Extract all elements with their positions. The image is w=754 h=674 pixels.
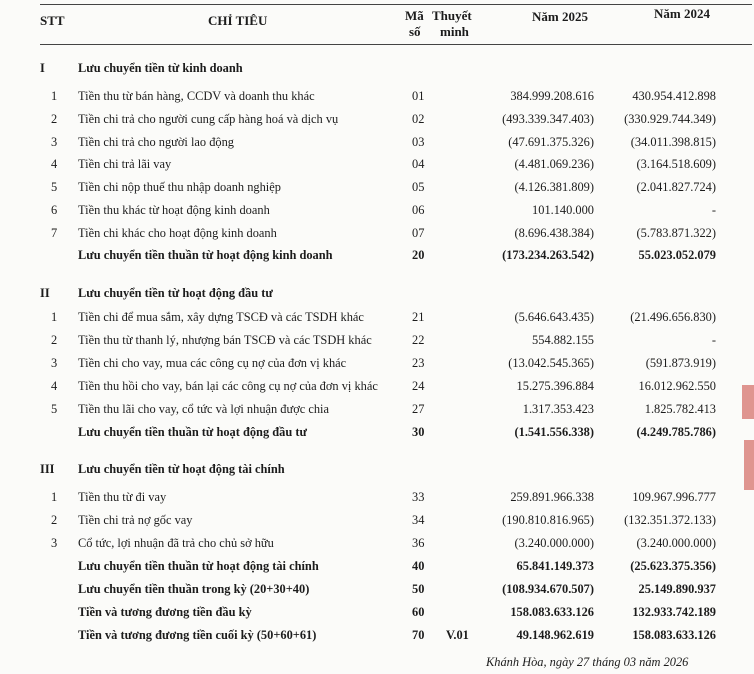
table-row [0,375,754,397]
header-bottom-rule [40,44,752,45]
row-code: 40 [412,559,425,573]
row-label: Lưu chuyển tiền từ kinh doanh [78,61,243,75]
row-label: Lưu chuyển tiền thuần từ hoạt động kinh doanh [78,248,333,262]
row-stt: 6 [51,203,58,217]
row-label: Tiền chi cho vay, mua các công cụ nợ của đơn vị khác [78,356,347,370]
row-value-2025: 554.882.155 [532,333,594,347]
row-stt: I [40,61,45,75]
row-value-2024: - [711,333,716,347]
table-row [0,329,754,351]
row-code: 22 [412,333,425,347]
row-stt: 4 [51,157,58,171]
header-thuyet-minh-line1: Thuyết [432,8,472,23]
row-label: Tiền chi nộp thuế thu nhập doanh nghiệp [78,180,281,194]
row-label: Tiền thu từ bán hàng, CCDV và doanh thu khác [78,89,315,103]
header-stt: STT [40,13,65,28]
row-code: 60 [412,605,425,619]
section-header-row [0,458,754,480]
row-code: 33 [412,490,425,504]
subtotal-row [0,421,754,443]
row-label: Lưu chuyển tiền từ hoạt động tài chính [78,462,285,476]
row-code: 50 [412,582,425,596]
table-row [0,85,754,107]
subtotal-row [0,578,754,600]
row-stt: 1 [51,89,58,103]
row-code: 02 [412,112,425,126]
row-value-2025: 158.083.633.126 [510,605,594,619]
row-value-2025: 101.140.000 [532,203,594,217]
row-value-2025: (173.234.263.542) [502,248,594,262]
row-note: V.01 [446,628,469,642]
header-ma-so-line2: số [409,24,421,39]
row-value-2024: 25.149.890.937 [638,582,716,596]
row-value-2024: 109.967.996.777 [632,490,716,504]
row-stt: 2 [51,513,58,527]
row-value-2025: (108.934.670.507) [502,582,594,596]
row-value-2025: (1.541.556.338) [514,425,594,439]
row-value-2024: (21.496.656.830) [630,310,716,324]
row-code: 04 [412,157,425,171]
row-value-2024: (132.351.372.133) [624,513,716,527]
row-label: Tiền thu hồi cho vay, bán lại các công cụ nợ của đơn vị khác [78,379,378,393]
row-stt: II [40,286,50,300]
table-row [0,199,754,221]
row-value-2024: 16.012.962.550 [638,379,716,393]
subtotal-row [0,244,754,266]
row-stt: 5 [51,402,58,416]
row-code: 24 [412,379,425,393]
row-value-2024: (5.783.871.322) [636,226,716,240]
row-value-2024: 1.825.782.413 [644,402,716,416]
row-stt: 5 [51,180,58,194]
row-label: Tiền và tương đương tiền đầu kỳ [78,605,252,619]
row-code: 23 [412,356,425,370]
header-ma-so-line1: Mã [405,8,424,23]
row-value-2025: 65.841.149.373 [516,559,594,573]
row-value-2025: (493.339.347.403) [502,112,594,126]
row-stt: 1 [51,490,58,504]
row-stt: III [40,462,55,476]
table-row [0,222,754,244]
table-row [0,532,754,554]
row-value-2024: (2.041.827.724) [636,180,716,194]
row-value-2024: (3.164.518.609) [636,157,716,171]
row-value-2024: (591.873.919) [645,356,716,370]
row-label: Lưu chuyển tiền thuần trong kỳ (20+30+40) [78,582,310,596]
row-code: 20 [412,248,425,262]
row-value-2025: 259.891.966.338 [510,490,594,504]
row-label: Tiền chi khác cho hoạt động kinh doanh [78,226,277,240]
row-value-2024: - [711,203,716,217]
row-value-2024: (25.623.375.356) [630,559,716,573]
row-stt: 3 [51,356,58,370]
row-label: Tiền chi trả cho người lao động [78,135,234,149]
subtotal-row [0,601,754,623]
header-thuyet-minh-line2: minh [440,24,469,39]
row-value-2024: (330.929.744.349) [624,112,716,126]
row-value-2025: 1.317.353.423 [522,402,594,416]
header-nam-2025: Năm 2025 [532,9,588,24]
row-value-2025: (8.696.438.384) [514,226,594,240]
row-value-2025: (3.240.000.000) [514,536,594,550]
row-value-2025: 49.148.962.619 [516,628,594,642]
row-code: 07 [412,226,425,240]
row-value-2025: (4.481.069.236) [514,157,594,171]
row-code: 06 [412,203,425,217]
row-label: Lưu chuyển tiền từ hoạt động đầu tư [78,286,273,300]
table-row [0,176,754,198]
table-row [0,306,754,328]
row-label: Cổ tức, lợi nhuận đã trả cho chủ sở hữu [78,536,274,550]
table-row [0,131,754,153]
header-chi-tieu: CHỈ TIÊU [208,13,268,28]
row-stt: 3 [51,135,58,149]
row-value-2025: (47.691.375.326) [508,135,594,149]
row-value-2024: (3.240.000.000) [636,536,716,550]
row-stt: 1 [51,310,58,324]
subtotal-row [0,555,754,577]
row-label: Tiền thu từ thanh lý, nhượng bán TSCĐ và các TSDH khác [78,333,372,347]
row-stt: 2 [51,333,58,347]
header-top-rule [40,4,752,5]
row-code: 30 [412,425,425,439]
row-label: Tiền chi để mua sắm, xây dựng TSCĐ và các TSDH khác [78,310,364,324]
row-code: 03 [412,135,425,149]
row-label: Tiền thu lãi cho vay, cổ tức và lợi nhuận được chia [78,402,330,416]
table-row [0,398,754,420]
table-row [0,352,754,374]
row-value-2025: (190.810.816.965) [502,513,594,527]
row-stt: 4 [51,379,58,393]
row-code: 27 [412,402,425,416]
row-stt: 3 [51,536,58,550]
row-label: Tiền chi trả lãi vay [78,157,172,171]
row-value-2025: (13.042.545.365) [508,356,594,370]
subtotal-row [0,624,754,646]
place-date: Khánh Hòa, ngày 27 tháng 03 năm 2026 [486,655,689,669]
row-value-2024: (34.011.398.815) [630,135,716,149]
table-row [0,486,754,508]
row-code: 05 [412,180,425,194]
row-value-2025: (4.126.381.809) [514,180,594,194]
row-value-2025: 15.275.396.884 [516,379,594,393]
row-value-2024: 55.023.052.079 [638,248,716,262]
row-stt: 2 [51,112,58,126]
row-code: 70 [412,628,425,642]
row-code: 36 [412,536,425,550]
row-value-2025: 384.999.208.616 [510,89,594,103]
row-value-2025: (5.646.643.435) [514,310,594,324]
row-code: 21 [412,310,425,324]
row-value-2024: 158.083.633.126 [632,628,716,642]
row-stt: 7 [51,226,58,240]
row-label: Tiền và tương đương tiền cuối kỳ (50+60+61) [78,628,317,642]
row-label: Tiền thu khác từ hoạt động kinh doanh [78,203,270,217]
row-label: Tiền thu từ đi vay [78,490,167,504]
row-value-2024: 132.933.742.189 [632,605,716,619]
row-code: 34 [412,513,425,527]
row-label: Lưu chuyển tiền thuần từ hoạt động đầu tư [78,425,307,439]
row-label: Lưu chuyển tiền thuần từ hoạt động tài chính [78,559,319,573]
row-label: Tiền chi trả cho người cung cấp hàng hoá và dịch vụ [78,112,339,126]
table-row [0,108,754,130]
section-header-row [0,57,754,79]
table-row [0,153,754,175]
row-label: Tiền chi trả nợ gốc vay [78,513,193,527]
row-value-2024: (4.249.785.786) [636,425,716,439]
table-row [0,509,754,531]
row-code: 01 [412,89,425,103]
row-value-2024: 430.954.412.898 [632,89,716,103]
section-header-row [0,282,754,304]
header-nam-2024: Năm 2024 [654,6,710,21]
